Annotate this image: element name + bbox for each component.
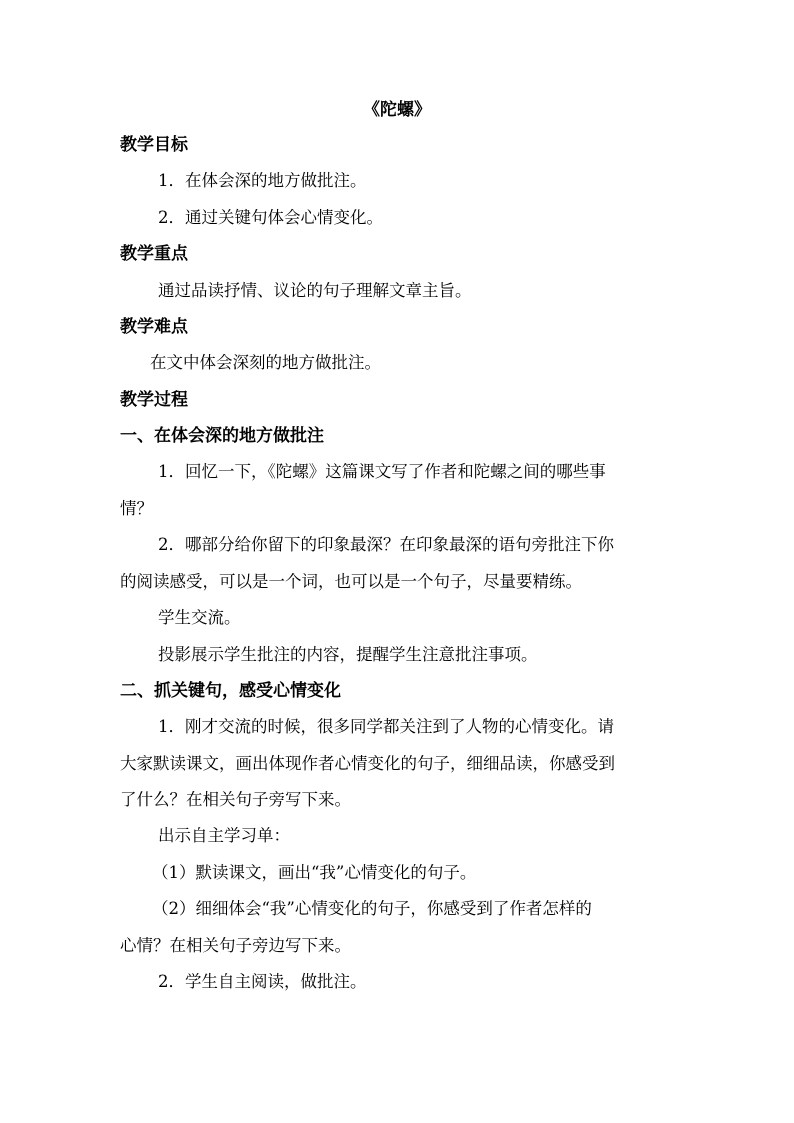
study-sheet-item2-line1: （2）细细体会“我”心情变化的句子，你感受到了作者怎样的 [152,899,592,918]
section-heading-1: 一、在体会深的地方做批注 [120,426,324,446]
focus-paragraph: 通过品读抒情、议论的句子理解文章主旨。 [158,281,472,300]
document-title: 《陀螺》 [363,100,431,120]
heading-teaching-goals: 教学目标 [120,135,188,155]
section1-item1-line2: 情？ [120,499,153,518]
student-exchange: 学生交流。 [158,608,241,627]
section1-item1-line1: 1．回忆一下，《陀螺》这篇课文写了作者和陀螺之间的哪些事 [158,462,606,481]
heading-teaching-difficulty: 教学难点 [120,317,188,337]
difficulty-paragraph: 在文中体会深刻的地方做批注。 [150,353,381,372]
study-sheet-item1: （1）默读课文，画出“我”心情变化的句子。 [152,863,477,882]
section2-item1-line3: 了什么？在相关句子旁写下来。 [120,790,351,809]
section2-item1-line2: 大家默读课文，画出体现作者心情变化的句子，细细品读，你感受到 [120,754,615,773]
study-sheet-item2-line2: 心情？在相关句子旁边写下来。 [120,936,351,955]
section2-item2: 2．学生自主阅读，做批注。 [158,972,367,991]
heading-teaching-focus: 教学重点 [120,244,188,264]
projection-display: 投影展示学生批注的内容，提醒学生注意批注事项。 [158,645,538,664]
goal-item-1: 1．在体会深的地方做批注。 [158,171,367,190]
study-sheet-label: 出示自主学习单： [158,826,290,845]
section-heading-2: 二、抓关键句，感受心情变化 [120,681,341,701]
goal-item-2: 2．通过关键句体会心情变化。 [158,208,383,227]
section1-item2-line2: 的阅读感受，可以是一个词，也可以是一个句子，尽量要精练。 [120,572,582,591]
heading-teaching-process: 教学过程 [120,390,188,410]
section1-item2-line1: 2．哪部分给你留下的印象最深？在印象最深的语句旁批注下你 [158,535,614,554]
section2-item1-line1: 1．刚才交流的时候，很多同学都关注到了人物的心情变化。请 [158,717,614,736]
